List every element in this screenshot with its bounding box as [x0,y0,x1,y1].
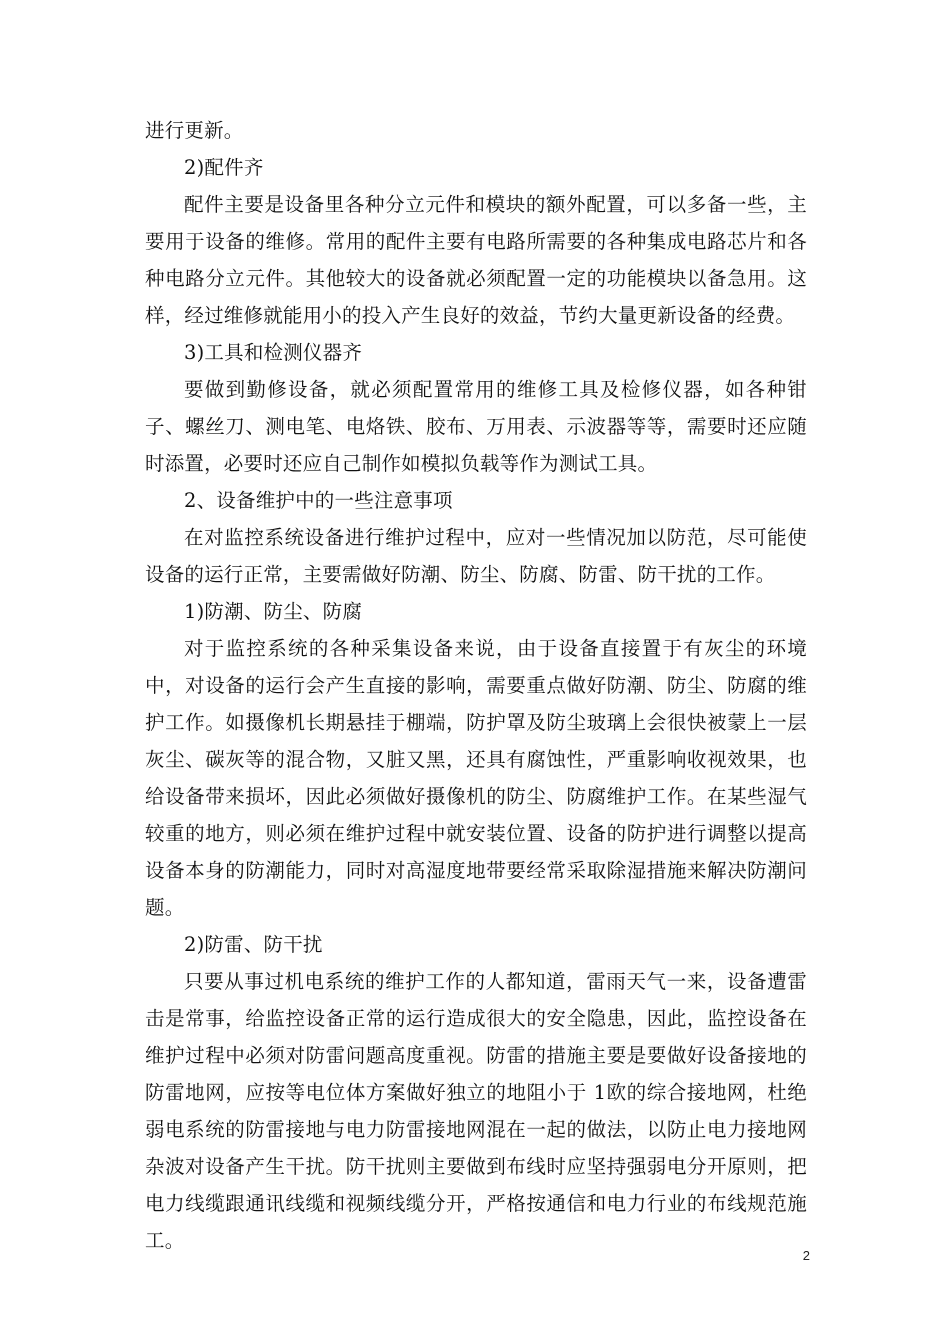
paragraph-lightning-interference: 只要从事过机电系统的维护工作的人都知道，雷雨天气一来，设备遭雷击是常事，给监控设备正常的运行造成很大的安全隐患，因此，监控设备在维护过程中必须对防雷问题高度重视。防雷的措施主要是要做好设备接地的防雷地网，应按等电位体方案做好独立的地阻小于 1欧的综合接地网，杜绝弱电系统的防雷接地与电力防雷接地网混在一起的做法，以防止电力接地网杂波对设备产生干扰。防干扰则主要做到布线时应坚持强弱电分开原则，把电力线缆跟通讯线缆和视频线缆分开，严格按通信和电力行业的布线规范施工。 [145,970,807,1252]
subheading-lightning-interference: 2)防雷、防干扰 [184,933,323,956]
subheading-accessories: 2)配件齐 [184,156,264,179]
paragraph-moisture-dust-corrosion: 对于监控系统的各种采集设备来说，由于设备直接置于有灰尘的环境中，对设备的运行会产生直接的影响，需要重点做好防潮、防尘、防腐的维护工作。如摄像机长期悬挂于棚端，防护罩及防尘玻璃上会很快被蒙上一层灰尘、碳灰等的混合物，又脏又黑，还具有腐蚀性，严重影响收视效果，也给设备带来损坏，因此必须做好摄像机的防尘、防腐维护工作。在某些湿气较重的地方，则必须在维护过程中就安装位置、设备的防护进行调整以提高设备本身的防潮能力，同时对高湿度地带要经常采取除湿措施来解决防潮问题。 [145,637,807,919]
body-text [145,112,807,1259]
paragraph-maintenance-intro: 在对监控系统设备进行维护过程中，应对一些情况加以防范，尽可能使设备的运行正常，主要需做好防潮、防尘、防腐、防雷、防干扰的工作。 [145,526,807,586]
subheading-moisture-dust-corrosion: 1)防潮、防尘、防腐 [184,600,363,623]
paragraph-accessories: 配件主要是设备里各种分立元件和模块的额外配置，可以多备一些，主要用于设备的维修。常用的配件主要有电路所需要的各种集成电路芯片和各种电路分立元件。其他较大的设备就必须配置一定的功能模块以备急用。这样，经过维修就能用小的投入产生良好的效益，节约大量更新设备的经费。 [145,193,807,327]
section-heading-maintenance-notes: 2、设备维护中的一些注意事项 [184,489,453,512]
paragraph-continuation: 进行更新。 [145,119,244,142]
subheading-tools: 3)工具和检测仪器齐 [184,341,363,364]
paragraph-tools: 要做到勤修设备，就必须配置常用的维修工具及检修仪器，如各种钳子、螺丝刀、测电笔、电烙铁、胶布、万用表、示波器等等，需要时还应随时添置，必要时还应自己制作如模拟负载等作为测试工具。 [145,378,807,475]
page-number: 2 [802,1248,810,1263]
